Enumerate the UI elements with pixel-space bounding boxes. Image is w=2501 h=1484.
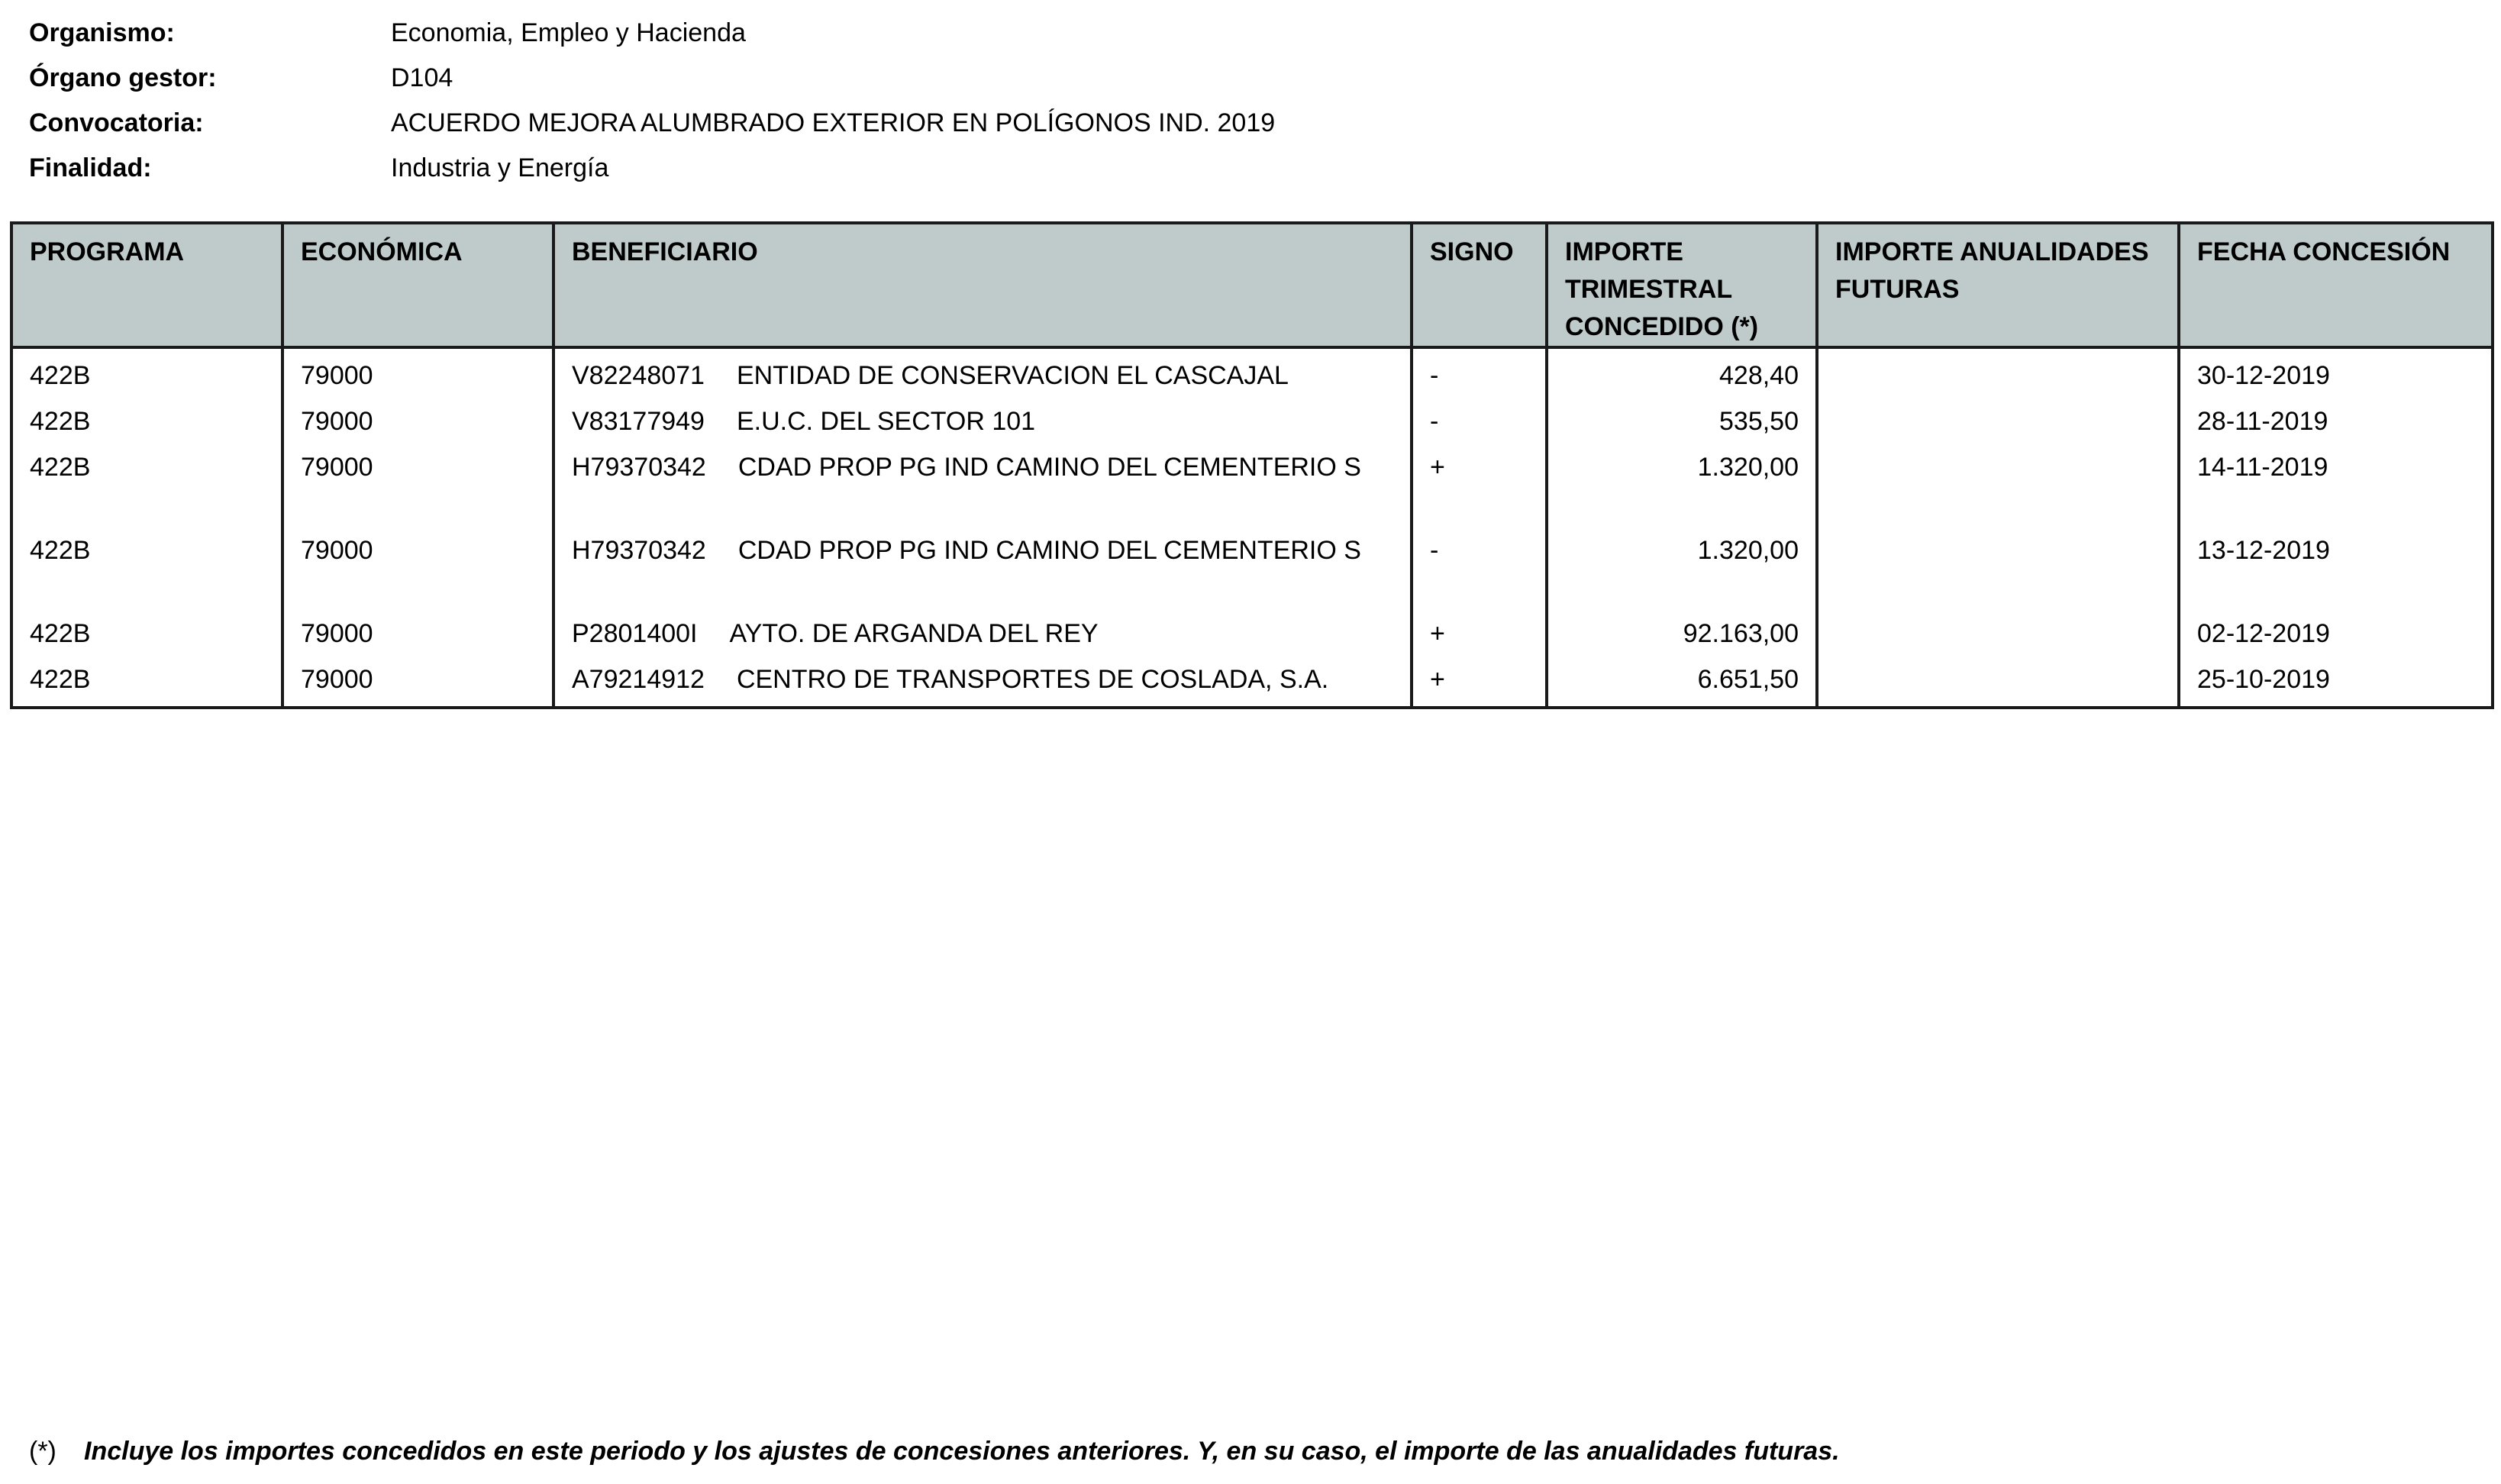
column-header-programa: PROGRAMA <box>11 223 282 347</box>
cell-fecha: 14-11-2019 <box>2179 440 2493 524</box>
cell-beneficiario <box>553 653 1412 708</box>
table-row <box>11 524 2493 607</box>
cell-importe: 428,40 <box>1547 347 1817 395</box>
cell-programa: 422B <box>11 440 282 524</box>
cell-beneficiario <box>553 607 1412 653</box>
cell-beneficiario <box>553 395 1412 440</box>
beneficiary-name: ENTIDAD DE CONSERVACION EL CASCAJAL <box>736 361 1289 390</box>
meta-value: Industria y Energía <box>391 153 609 182</box>
beneficiary-nif: H79370342 <box>572 536 706 565</box>
beneficiary-name: CDAD PROP PG IND CAMINO DEL CEMENTERIO S <box>737 453 1361 482</box>
footnote-mark: (*) <box>29 1437 56 1466</box>
cell-economica: 79000 <box>282 653 553 708</box>
cell-beneficiario <box>553 524 1412 607</box>
cell-futuras <box>1817 395 2179 440</box>
column-header-fecha-concesion: FECHA CONCESIÓN <box>2179 223 2493 347</box>
meta-label: Finalidad: <box>29 153 152 182</box>
cell-signo: + <box>1412 607 1547 653</box>
meta-label: Organismo: <box>29 18 175 47</box>
cell-programa: 422B <box>11 395 282 440</box>
cell-importe: 6.651,50 <box>1547 653 1817 708</box>
table-row <box>11 440 2493 524</box>
meta-value: Economia, Empleo y Hacienda <box>391 18 746 47</box>
meta-organo-gestor <box>29 56 1861 101</box>
cell-fecha: 02-12-2019 <box>2179 607 2493 653</box>
cell-fecha: 25-10-2019 <box>2179 653 2493 708</box>
beneficiary-nif: A79214912 <box>572 665 705 694</box>
beneficiary-name: E.U.C. DEL SECTOR 101 <box>736 407 1036 436</box>
cell-programa: 422B <box>11 607 282 653</box>
cell-programa: 422B <box>11 524 282 607</box>
beneficiary-nif: H79370342 <box>572 453 706 482</box>
beneficiary-name: CDAD PROP PG IND CAMINO DEL CEMENTERIO S <box>737 536 1361 565</box>
cell-signo: - <box>1412 524 1547 607</box>
cell-beneficiario <box>553 440 1412 524</box>
cell-importe: 1.320,00 <box>1547 440 1817 524</box>
beneficiary-nif: P2801400I <box>572 619 698 648</box>
cell-fecha: 28-11-2019 <box>2179 395 2493 440</box>
column-header-importe-anualidades: IMPORTE ANUALIDADES FUTURAS <box>1817 223 2179 347</box>
cell-programa: 422B <box>11 653 282 708</box>
cell-economica: 79000 <box>282 347 553 395</box>
column-header-economica: ECONÓMICA <box>282 223 553 347</box>
cell-economica: 79000 <box>282 395 553 440</box>
cell-fecha: 30-12-2019 <box>2179 347 2493 395</box>
cell-futuras <box>1817 347 2179 395</box>
cell-futuras <box>1817 524 2179 607</box>
cell-fecha: 13-12-2019 <box>2179 524 2493 607</box>
footnote-text: Incluye los importes concedidos en este periodo y los ajustes de concesiones anteriores. Y, en su caso, el importe de las anualidades futuras. <box>84 1437 1840 1466</box>
cell-signo: + <box>1412 440 1547 524</box>
table-header-row <box>11 223 2493 347</box>
beneficiary-name: AYTO. DE ARGANDA DEL REY <box>729 619 1099 648</box>
column-header-importe-trimestral: IMPORTE TRIMESTRAL CONCEDIDO (*) <box>1547 223 1817 347</box>
beneficiary-name: CENTRO DE TRANSPORTES DE COSLADA, S.A. <box>736 665 1329 694</box>
cell-importe: 1.320,00 <box>1547 524 1817 607</box>
footnote <box>29 1432 1840 1470</box>
meta-label: Órgano gestor: <box>29 63 217 92</box>
column-header-signo: SIGNO <box>1412 223 1547 347</box>
cell-futuras <box>1817 440 2179 524</box>
meta-label: Convocatoria: <box>29 108 204 137</box>
meta-value: ACUERDO MEJORA ALUMBRADO EXTERIOR EN POLÍGONOS IND. 2019 <box>391 108 1276 137</box>
cell-economica: 79000 <box>282 607 553 653</box>
meta-finalidad <box>29 146 1861 191</box>
cell-economica: 79000 <box>282 524 553 607</box>
table-row <box>11 395 2493 440</box>
cell-importe: 535,50 <box>1547 395 1817 440</box>
meta-value: D104 <box>391 63 453 92</box>
cell-signo: - <box>1412 395 1547 440</box>
cell-programa: 422B <box>11 347 282 395</box>
table-row <box>11 347 2493 395</box>
cell-futuras <box>1817 653 2179 708</box>
cell-signo: + <box>1412 653 1547 708</box>
document-header <box>29 11 1861 191</box>
table-row <box>11 653 2493 708</box>
column-header-beneficiario: BENEFICIARIO <box>553 223 1412 347</box>
meta-convocatoria <box>29 101 1861 146</box>
cell-economica: 79000 <box>282 440 553 524</box>
cell-signo: - <box>1412 347 1547 395</box>
concessions-table <box>10 221 2494 709</box>
beneficiary-nif: V82248071 <box>572 361 705 390</box>
cell-beneficiario <box>553 347 1412 395</box>
beneficiary-nif: V83177949 <box>572 407 705 436</box>
cell-futuras <box>1817 607 2179 653</box>
meta-organismo <box>29 11 1861 56</box>
table-row <box>11 607 2493 653</box>
cell-importe: 92.163,00 <box>1547 607 1817 653</box>
